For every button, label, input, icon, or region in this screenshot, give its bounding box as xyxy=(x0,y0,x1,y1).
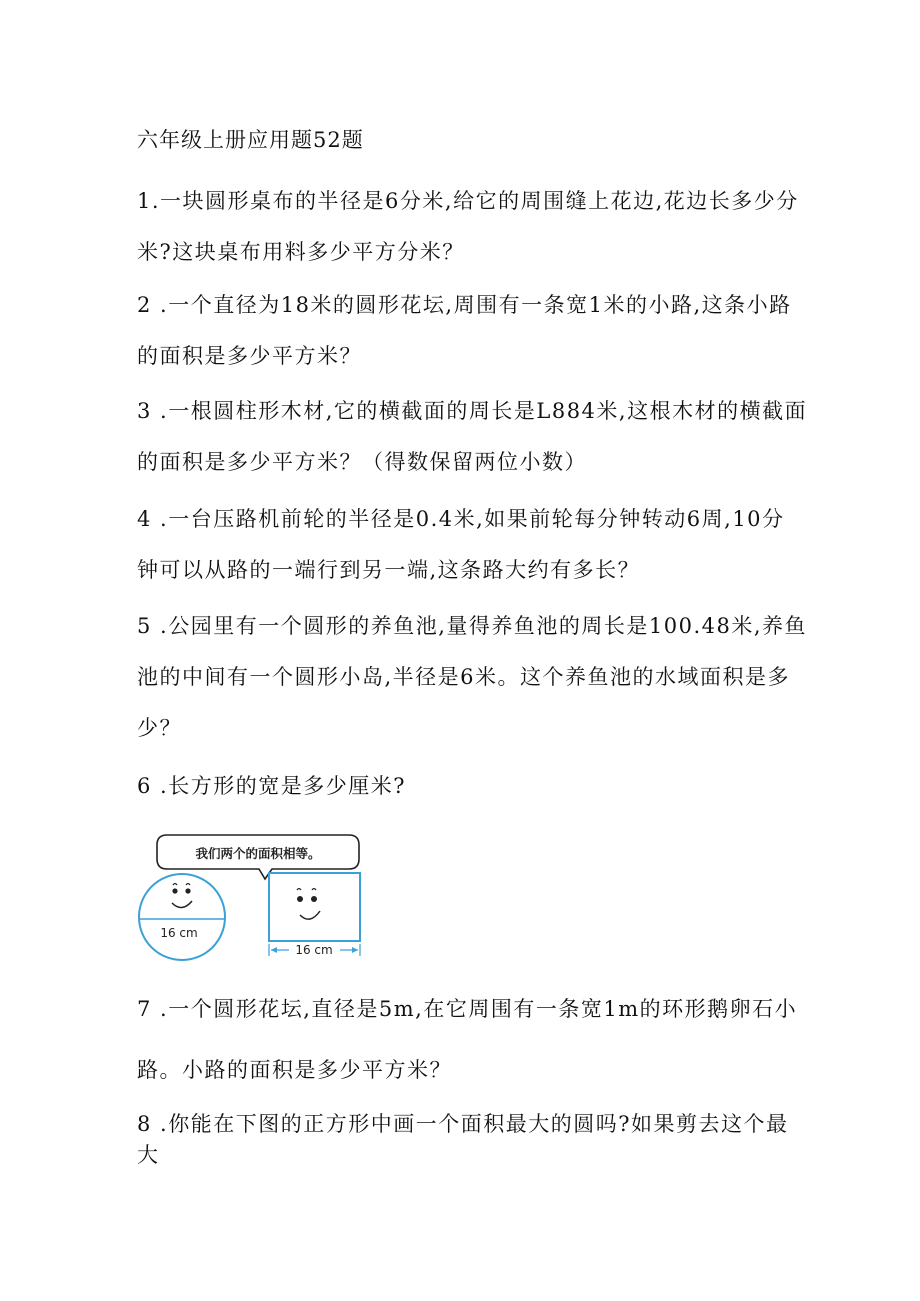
question-7 xyxy=(137,994,798,1116)
question-line: 5 .公园里有一个圆形的养鱼池,量得养鱼池的周长是100.48米,养鱼 xyxy=(137,614,808,638)
question-line: 3 .一根圆柱形木材,它的横截面的周长是L884米,这根木材的横截面 xyxy=(137,399,808,423)
page-title: 六年级上册应用题52题 xyxy=(137,128,364,152)
question-1 xyxy=(137,186,799,288)
question-line: 米?这块桌布用料多少平方分米？ xyxy=(137,240,465,264)
question-line: 钟可以从路的一端行到另一端,这条路大约有多长？ xyxy=(137,558,641,582)
question-line: 的面积是多少平方米？ xyxy=(137,344,362,368)
question-2 xyxy=(137,290,792,392)
question-5 xyxy=(137,611,808,764)
area-figure xyxy=(137,833,363,961)
question-3 xyxy=(137,396,808,498)
question-6 xyxy=(137,771,787,822)
circle-diameter-label: 16 cm xyxy=(160,926,198,940)
question-line: 2 .一个直径为18米的圆形花坛,周围有一条宽1米的小路,这条小路 xyxy=(137,293,792,317)
question-line: 4 .一台压路机前轮的半径是0.4米,如果前轮每分钟转动6周,10分 xyxy=(137,507,785,531)
question-6-figure xyxy=(137,833,363,961)
question-line: 7 .一个圆形花坛,直径是5m,在它周围有一条宽1m的环形鹅卵石小 xyxy=(137,997,798,1021)
question-line: 大 xyxy=(137,1143,160,1167)
question-8 xyxy=(137,1109,787,1191)
rectangle-length-label: 16 cm xyxy=(295,943,333,957)
question-line: 1.一块圆形桌布的半径是6分米,给它的周围缝上花边,花边长多少分 xyxy=(137,189,799,213)
question-line: 6 .长方形的宽是多少厘米? xyxy=(137,774,406,798)
rectangle-shape xyxy=(269,873,360,941)
question-line: 池的中间有一个圆形小岛,半径是6米。这个养鱼池的水域面积是多 xyxy=(137,665,791,689)
question-line: 的面积是多少平方米？（得数保留两位小数） xyxy=(137,450,587,474)
question-line: 路。小路的面积是多少平方米？ xyxy=(137,1058,452,1082)
circle-shape xyxy=(139,874,225,960)
question-line: 少？ xyxy=(137,716,182,740)
speech-bubble-text: 我们两个的面积相等。 xyxy=(195,846,321,861)
question-4 xyxy=(137,504,787,606)
question-line: 8 .你能在下图的正方形中画一个面积最大的圆吗?如果剪去这个最 xyxy=(137,1112,789,1136)
